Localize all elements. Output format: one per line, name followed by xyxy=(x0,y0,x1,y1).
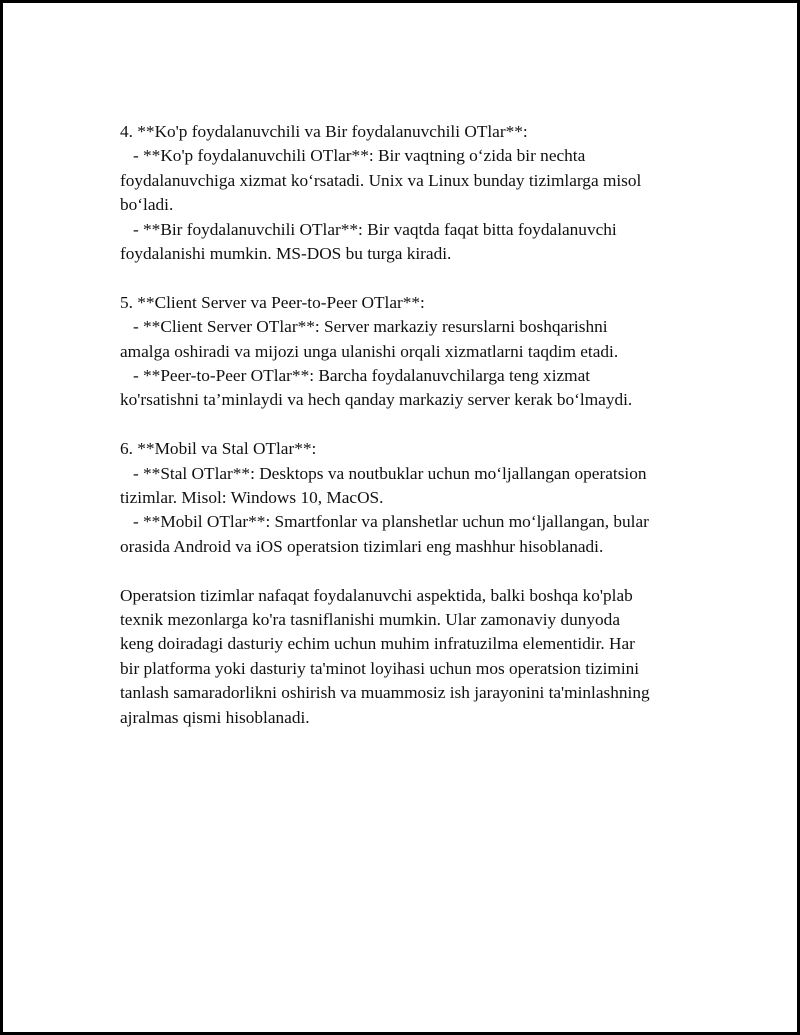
paragraph-line: Operatsion tizimlar nafaqat foydalanuvchi aspektida, balki boshqa ko'plab xyxy=(120,585,633,605)
paragraph-gap xyxy=(120,266,692,290)
list-item xyxy=(120,144,692,217)
paragraph-line: bir platforma yoki dasturiy ta'minot loyihasi uchun mos operatsion tizimini xyxy=(120,658,640,678)
item-line: - **Ko'p foydalanuvchili OTlar**: Bir vaqtning o‘zida bir nechta xyxy=(132,146,586,166)
paragraph-gap xyxy=(120,413,692,437)
item-line: ko'rsatishni ta’minlaydi va hech qanday markaziy server kerak bo‘lmaydi. xyxy=(120,390,633,410)
item-line: tizimlar. Misol: Windows 10, MacOS. xyxy=(120,488,384,508)
conclusion-paragraph xyxy=(120,584,692,730)
item-line: foydalanuvchiga xizmat ko‘rsatadi. Unix va Linux bunday tizimlarga misol xyxy=(120,170,642,190)
list-item xyxy=(120,218,692,267)
section-multi-single-user xyxy=(120,120,692,266)
item-line: - **Client Server OTlar**: Server markaziy resurslarni boshqarishni xyxy=(132,317,608,337)
list-item xyxy=(120,364,692,413)
item-line: - **Peer-to-Peer OTlar**: Barcha foydalanuvchilarga teng xizmat xyxy=(132,366,591,386)
paragraph-line: texnik mezonlarga ko'ra tasniflanishi mumkin. Ular zamonaviy dunyoda xyxy=(120,610,620,630)
item-line: - **Bir foydalanuvchili OTlar**: Bir vaqtda faqat bitta foydalanuvchi xyxy=(132,219,617,239)
item-line: - **Stal OTlar**: Desktops va noutbuklar uchun mo‘ljallangan operatsion xyxy=(132,463,647,483)
list-item xyxy=(120,315,692,364)
item-line: orasida Android va iOS operatsion tizimlari eng mashhur hisoblanadi. xyxy=(120,536,604,556)
paragraph-line: keng doiradagi dasturiy echim uchun muhim infratuzilma elementidir. Har xyxy=(120,634,635,654)
section-client-server-p2p xyxy=(120,291,692,413)
item-line: foydalanishi mumkin. MS-DOS bu turga kiradi. xyxy=(120,244,452,264)
document-body xyxy=(120,120,692,730)
item-line: - **Mobil OTlar**: Smartfonlar va planshetlar uchun mo‘ljallangan, bular xyxy=(132,512,649,532)
item-line: bo‘ladi. xyxy=(120,195,174,215)
list-item xyxy=(120,510,692,559)
item-line: amalga oshiradi va mijozi unga ulanishi orqali xizmatlarni taqdim etadi. xyxy=(120,341,619,361)
paragraph-line: ajralmas qismi hisoblanadi. xyxy=(120,707,310,727)
section-heading: 5. **Client Server va Peer-to-Peer OTlar**: xyxy=(120,292,425,312)
list-item xyxy=(120,462,692,511)
paragraph-gap xyxy=(120,559,692,583)
paragraph-line: tanlash samaradorlikni oshirish va muammosiz ish jarayonini ta'minlashning xyxy=(120,683,650,703)
section-heading: 6. **Mobil va Stal OTlar**: xyxy=(120,439,317,459)
section-mobile-stal xyxy=(120,437,692,559)
section-heading: 4. **Ko'p foydalanuvchili va Bir foydalanuvchili OTlar**: xyxy=(120,122,528,141)
